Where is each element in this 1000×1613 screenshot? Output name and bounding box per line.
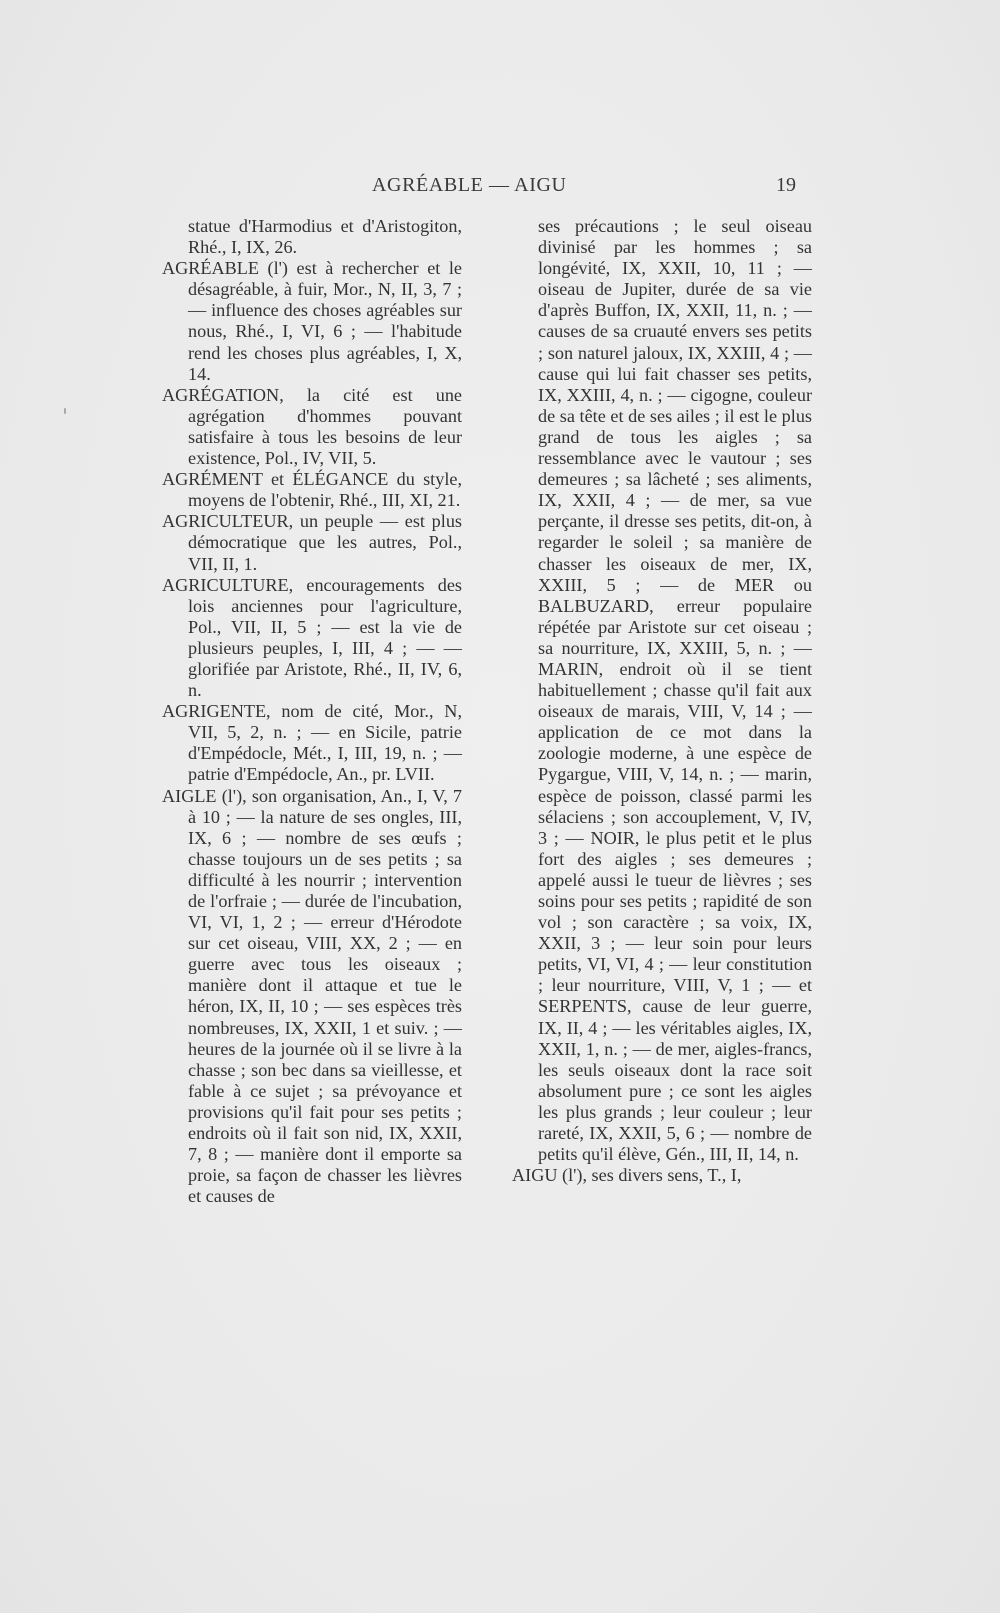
entry-agriculteur: AGRICULTEUR, un peuple — est plus démocratique que les autres, Pol., VII, II, 1. bbox=[162, 511, 462, 574]
entry-aigle: AIGLE (l'), son organisation, An., I, V, 7 à 10 ; — la nature de ses ongles, III, IX, 6 ; — nombre de ses œufs ; chasse toujours un de ses petits ; sa difficulté à les nourrir ; intervention de l'orfraie ; — durée de l'incubation, VI, VI, 1, 2 ; — erreur d'Hérodote sur cet oiseau, VIII, XX, 2 ; — en guerre avec tous les oiseaux ; manière dont il attaque et tue le héron, IX, II, 10 ; — ses espèces très nombreuses, IX, XXII, 1 et suiv. ; — heures de la journée où il se livre à la chasse ; son bec dans sa vieillesse, et fable à ce sujet ; sa prévoyance et provisions qu'il fait pour ses petits ; endroits où il fait son nid, IX, XXII, 7, 8 ; — manière dont il emporte sa proie, sa façon de chasser les lièvres et causes de bbox=[162, 785, 462, 1207]
entry-aigle-continued: ses précautions ; le seul oiseau divinisé par les hommes ; sa longévité, IX, XXII, 10, 11 ; — oiseau de Jupiter, durée de sa vie d'après Buffon, IX, XXII, 11, n. ; — causes de sa cruauté envers ses petits ; son naturel jaloux, IX, XXIII, 4 ; — cause qui lui fait chasser ses petits, IX, XXIII, 4, n. ; — cigogne, couleur de sa tête et de ses ailes ; il est le plus grand de tous les aigles ; sa ressemblance avec le vautour ; ses demeures ; sa lâcheté ; ses aliments, IX, XXII, 4 ; — de mer, sa vue perçante, il dresse ses petits, dit-on, à regarder le soleil ; sa manière de chasser les oiseaux de mer, IX, XXIII, 5 ; — de MER ou BALBUZARD, erreur populaire répétée par Aristote sur cet oiseau ; sa nourriture, IX, XXIII, 5, n. ; — MARIN, endroit où il se tient habituellement ; chasse qu'il fait aux oiseaux de marais, VIII, V, 14 ; — application de ce mot dans la zoologie moderne, à une espèce de Pygargue, VIII, V, 14, n. ; — marin, espèce de poisson, classé parmi les sélaciens ; son accouplement, V, IV, 3 ; — NOIR, le plus petit et le plus fort des aigles ; ses demeures ; appelé aussi le tueur de lièvres ; ses soins pour ses petits ; rapidité de son vol ; son caractère ; sa voix, IX, XXII, 3 ; — leur soin pour leurs petits, VI, VI, 4 ; — leur constitution ; leur nourriture, VIII, V, 1 ; — et SERPENTS, cause de leur guerre, IX, II, 4 ; — les véritables aigles, IX, XXII, 1, n. ; — de mer, aigles-francs, les seuls oiseaux dont la race soit absolument pure ; ce sont les aigles les plus grands ; leur couleur ; leur rareté, IX, XXII, 5, 6 ; — nombre de petits qu'il élève, Gén., III, II, 14, n. bbox=[538, 216, 812, 1165]
entry-agregation: AGRÉGATION, la cité est une agrégation d'hommes pouvant satisfaire à tous les besoins de leur existence, Pol., IV, VII, 5. bbox=[162, 384, 462, 469]
right-column bbox=[512, 216, 812, 1186]
running-head bbox=[0, 174, 1000, 200]
entry-agrigente: AGRIGENTE, nom de cité, Mor., N, VII, 5, 2, n. ; — en Sicile, patrie d'Empédocle, Mét., I, III, 19, n. ; — patrie d'Empédocle, An., pr. LVII. bbox=[162, 701, 462, 785]
entry-continuation: statue d'Harmodius et d'Aristogiton, Rhé., I, IX, 26. bbox=[188, 216, 462, 258]
entry-agreable: AGRÉABLE (l') est à rechercher et le désagréable, à fuir, Mor., N, II, 3, 7 ; — influence des choses agréables sur nous, Rhé., I, VI, 6 ; — l'habitude rend les choses plus agréables, I, X, 14. bbox=[162, 258, 462, 384]
entry-agrement: AGRÉMENT et ÉLÉGANCE du style, moyens de l'obtenir, Rhé., III, XI, 21. bbox=[162, 469, 462, 511]
page-number: 19 bbox=[776, 174, 796, 196]
paper-speck bbox=[64, 408, 66, 414]
left-column bbox=[162, 216, 462, 1207]
entry-aigu: AIGU (l'), ses divers sens, T., I, bbox=[512, 1165, 742, 1186]
running-title: AGRÉABLE — AIGU bbox=[372, 174, 567, 196]
entry-agriculture: AGRICULTURE, encouragements des lois anciennes pour l'agriculture, Pol., VII, II, 5 ; — est la vie de plusieurs peuples, I, III, 4 ; — — glorifiée par Aristote, Rhé., II, IV, 6, n. bbox=[162, 574, 462, 701]
